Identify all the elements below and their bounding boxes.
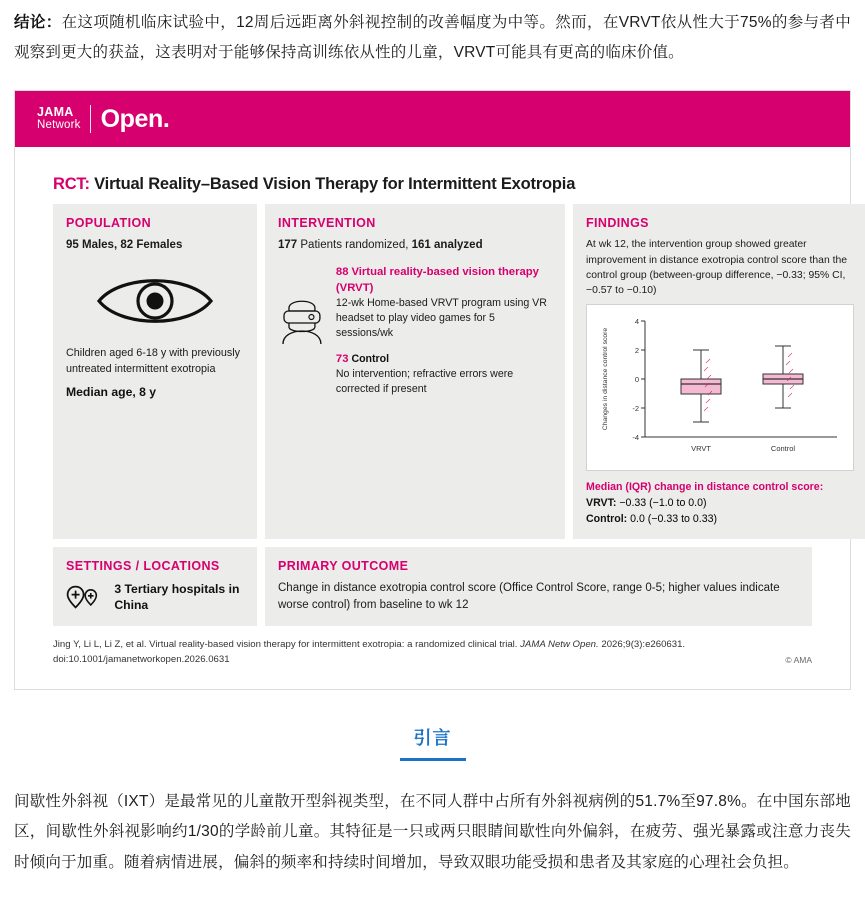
svg-text:Control: Control — [770, 443, 796, 453]
population-panel — [53, 204, 257, 539]
svg-text:2: 2 — [634, 345, 639, 355]
svg-text:Changes in distance control sc: Changes in distance control score — [602, 327, 609, 430]
primary-outcome-text: Change in distance exotropia control score (Office Control Score, range 0-5; higher values indicate worse control) from baseline to wk 12 — [278, 582, 780, 612]
hospital-location-icon — [66, 580, 104, 614]
intervention-heading: INTERVENTION — [278, 216, 376, 231]
box-vrvt — [681, 350, 721, 422]
findings-note: At wk 12, the intervention group showed greater improvement in distance exotropia control score than the control group (between-group difference, −0.33; 95% CI, −0.57 to −0.10) — [586, 239, 848, 296]
jama-logo-open-text: Open — [100, 104, 163, 133]
figure-title-prefix: RCT: — [53, 175, 90, 194]
settings-heading: SETTINGS / LOCATIONS — [66, 559, 220, 574]
population-median-age: Median age, 8 y — [66, 385, 157, 400]
intervention-arm2-desc: No intervention; refractive errors were corrected if present — [335, 368, 514, 396]
primary-outcome-heading: PRIMARY OUTCOME — [278, 559, 409, 574]
jama-logo-open-dot: . — [162, 104, 170, 133]
svg-text:VRVT: VRVT — [691, 443, 711, 453]
primary-outcome-panel — [265, 547, 812, 626]
conclusion-text: 在这项随机临床试验中，12周后远距离外斜视控制的改善幅度为中等。然而，在VRVT依从性大于75%的参与者中观察到更大的获益，这表明对于能够保持高训练依从性的儿童，VRVT可能具有更高的临床价值。 — [14, 14, 851, 62]
citation-text-2: 2026;9(3):e260631. doi:10.1001/jamanetworkopen.2026.0631 — [53, 639, 686, 665]
figure-title-text: Virtual Reality–Based Vision Therapy for Intermittent Exotropia — [94, 175, 576, 194]
settings-panel — [53, 547, 257, 626]
intervention-arm1-desc: 12-wk Home-based VRVT program using VR headset to play video games for 5 sessions/wk — [335, 297, 547, 340]
intervention-arm2-n: 73 — [335, 353, 349, 366]
eye-icon — [95, 268, 215, 334]
findings-panel — [573, 204, 865, 539]
svg-text:-2: -2 — [632, 403, 639, 413]
vr-headset-person-icon — [278, 264, 326, 372]
conclusion-paragraph — [0, 0, 865, 68]
section-heading — [0, 724, 865, 769]
findings-median-label: Median (IQR) change in distance control score: — [586, 480, 824, 493]
citation-copyright: © AMA — [785, 655, 812, 666]
jama-logo-network: Network — [37, 119, 81, 132]
jama-visual-abstract-figure — [14, 90, 851, 690]
population-counts: 95 Males, 82 Females — [66, 239, 183, 252]
intervention-arm1-title: Virtual reality-based vision therapy (VRVT) — [335, 266, 539, 295]
findings-vrvt-value: −0.33 (−1.0 to 0.0) — [619, 496, 707, 509]
findings-vrvt-label: VRVT: — [586, 496, 617, 509]
jama-logo — [37, 105, 169, 134]
section-heading-text: 引言 — [413, 728, 452, 749]
intervention-randomized-text: Patients randomized, — [300, 239, 409, 252]
findings-chart — [586, 304, 854, 471]
jama-header-bar — [15, 91, 850, 147]
svg-text:4: 4 — [634, 316, 639, 326]
figure-citation — [31, 626, 834, 675]
citation-text-1: Jing Y, Li L, Li Z, et al. Virtual reality-based vision therapy for intermittent exotropia: a randomized clinical trial. — [53, 639, 521, 651]
jama-logo-jama: JAMA — [37, 105, 74, 120]
intervention-arm2-title: Control — [351, 353, 390, 366]
intervention-analyzed: 161 analyzed — [411, 239, 483, 252]
box-plot — [593, 311, 847, 461]
intervention-randomized-n: 177 — [278, 239, 298, 252]
svg-text:0: 0 — [634, 374, 639, 384]
intervention-panel — [265, 204, 565, 539]
conclusion-label: 结论： — [14, 14, 62, 31]
citation-journal: JAMA Netw Open. — [520, 639, 599, 651]
section-heading-underline — [400, 758, 466, 761]
box-control — [763, 346, 803, 408]
findings-control-value: 0.0 (−0.33 to 0.33) — [630, 512, 718, 525]
population-note: Children aged 6-18 y with previously untreated intermittent exotropia — [66, 347, 241, 375]
population-heading: POPULATION — [66, 216, 152, 231]
intervention-arm1-n: 88 — [335, 266, 349, 279]
body-paragraph: 间歇性外斜视（IXT）是最常见的儿童散开型斜视类型，在不同人群中占所有外斜视病例的51.7%至97.8%。在中国东部地区，间歇性外斜视影响约1/30的学龄前儿童。其特征是一只或两只眼睛间歇性向外偏斜，在疲劳、强光暴露或注意力丧失时倾向于加重。随着病情进展，偏斜的频率和持续时间增加，导致双眼功能受损和患者及其家庭的心理社会负担。 — [14, 793, 851, 871]
svg-text:-4: -4 — [632, 432, 639, 442]
logo-divider — [90, 105, 91, 133]
findings-control-label: Control: — [586, 512, 628, 525]
findings-heading: FINDINGS — [586, 216, 649, 231]
figure-title — [31, 161, 834, 204]
settings-text: 3 Tertiary hospitals in China — [114, 581, 240, 613]
jama-logo-open — [101, 105, 170, 134]
